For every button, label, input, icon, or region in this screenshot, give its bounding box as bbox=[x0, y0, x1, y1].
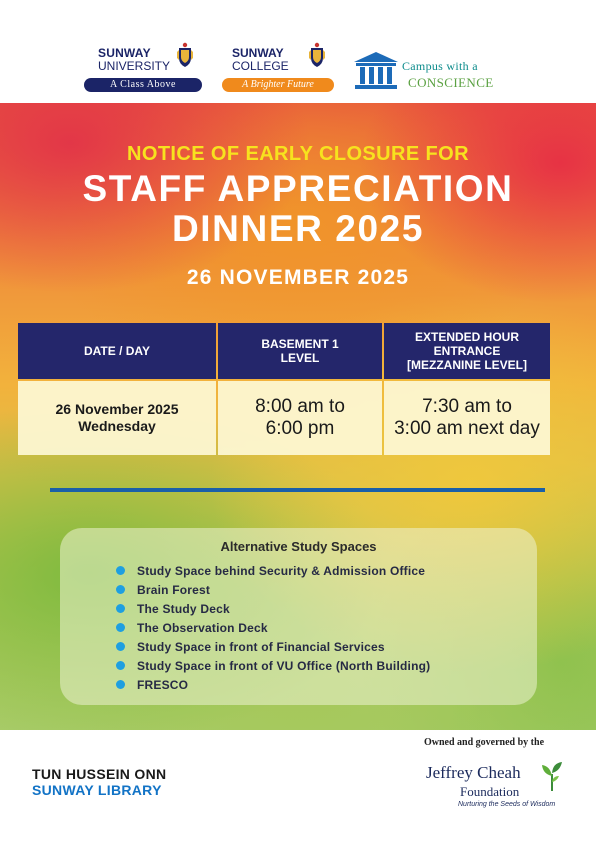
list-item-label: Study Space in front of VU Office (North Building) bbox=[137, 658, 431, 673]
sunway-college-wordmark-bottom: COLLEGE bbox=[232, 59, 289, 73]
campus-logo-line1: Campus with a bbox=[402, 59, 478, 73]
table-header-row bbox=[18, 323, 550, 379]
table-header-basement bbox=[218, 323, 382, 379]
owned-by-text: Owned and governed by the bbox=[424, 737, 545, 748]
event-title-line2: DINNER 2025 bbox=[171, 208, 425, 249]
notice-heading: NOTICE OF EARLY CLOSURE FOR bbox=[127, 143, 469, 165]
list-item bbox=[116, 637, 430, 656]
library-name-line1: TUN HUSSEIN ONN bbox=[32, 766, 167, 782]
date-line1: 26 November 2025 bbox=[55, 401, 179, 417]
basement-hours-line1: 8:00 am to bbox=[255, 396, 345, 417]
list-item bbox=[116, 675, 430, 694]
alternative-study-spaces-list bbox=[116, 561, 430, 694]
bullet-icon bbox=[116, 585, 125, 594]
table-header-basement-line1: BASEMENT 1 bbox=[261, 337, 339, 351]
list-item bbox=[116, 580, 430, 599]
table-row bbox=[18, 381, 550, 455]
table-header-entrance-line1: EXTENDED HOUR bbox=[414, 330, 519, 344]
list-item-label: FRESCO bbox=[137, 677, 189, 692]
table-header-date: DATE / DAY bbox=[18, 323, 216, 379]
foundation-name-line1: Jeffrey Cheah bbox=[426, 763, 521, 782]
sunway-college-tagline: A Brighter Future bbox=[222, 78, 334, 92]
bullet-icon bbox=[116, 680, 125, 689]
sunway-college-crest-icon bbox=[308, 42, 326, 68]
list-item-label: Study Space behind Security & Admission Office bbox=[137, 563, 426, 578]
foundation-name-line2: Foundation bbox=[460, 784, 520, 799]
table-cell-date bbox=[18, 381, 216, 455]
entrance-hours-line2: 3:00 am next day bbox=[394, 418, 540, 439]
entrance-hours-line1: 7:30 am to bbox=[422, 396, 512, 417]
bullet-icon bbox=[116, 604, 125, 613]
list-item bbox=[116, 618, 430, 637]
table-cell-entrance-hours bbox=[384, 381, 550, 455]
bullet-icon bbox=[116, 661, 125, 670]
sunway-university-crest-icon bbox=[176, 42, 194, 68]
footer bbox=[0, 730, 596, 842]
table-header-entrance bbox=[384, 323, 550, 379]
list-item-label: The Study Deck bbox=[137, 601, 230, 616]
event-date: 26 NOVEMBER 2025 bbox=[186, 266, 410, 289]
list-item-label: Study Space in front of Financial Services bbox=[137, 639, 385, 654]
bullet-icon bbox=[116, 642, 125, 651]
hero-banner bbox=[0, 103, 596, 730]
section-divider bbox=[50, 488, 545, 492]
sunway-college-logo bbox=[220, 40, 335, 94]
sunway-university-logo bbox=[84, 40, 204, 94]
table-header-basement-line2: LEVEL bbox=[280, 351, 320, 365]
date-line2: Wednesday bbox=[78, 418, 156, 434]
campus-with-a-conscience-logo bbox=[352, 50, 522, 94]
bullet-icon bbox=[116, 566, 125, 575]
list-item-label: Brain Forest bbox=[137, 582, 211, 597]
library-name-line2: SUNWAY LIBRARY bbox=[32, 782, 162, 798]
list-item bbox=[116, 599, 430, 618]
list-item-label: The Observation Deck bbox=[137, 620, 268, 635]
sunway-university-tagline: A Class Above bbox=[84, 78, 202, 92]
list-item bbox=[116, 561, 430, 580]
basement-hours-line2: 6:00 pm bbox=[265, 418, 335, 439]
table-cell-basement-hours bbox=[218, 381, 382, 455]
campus-logo-line2: CONSCIENCE bbox=[408, 75, 494, 90]
table-header-entrance-line2: ENTRANCE bbox=[433, 344, 501, 358]
bullet-icon bbox=[116, 623, 125, 632]
closure-hours-table bbox=[18, 323, 550, 455]
table-header-entrance-line3: [MEZZANINE LEVEL] bbox=[407, 358, 527, 372]
sunway-university-wordmark-top: SUNWAY bbox=[98, 46, 151, 60]
sunway-university-wordmark-bottom: UNIVERSITY bbox=[98, 59, 171, 73]
sprout-icon bbox=[540, 760, 564, 792]
header bbox=[0, 0, 596, 103]
pillared-building-icon bbox=[352, 50, 400, 92]
list-item bbox=[116, 656, 430, 675]
event-title-line1: STAFF APPRECIATION bbox=[82, 168, 514, 209]
alternative-study-spaces-panel bbox=[60, 528, 537, 705]
sunway-college-wordmark-top: SUNWAY bbox=[232, 46, 284, 60]
alternative-study-spaces-title: Alternative Study Spaces bbox=[220, 539, 377, 554]
foundation-tagline: Nurturing the Seeds of Wisdom bbox=[458, 801, 556, 808]
